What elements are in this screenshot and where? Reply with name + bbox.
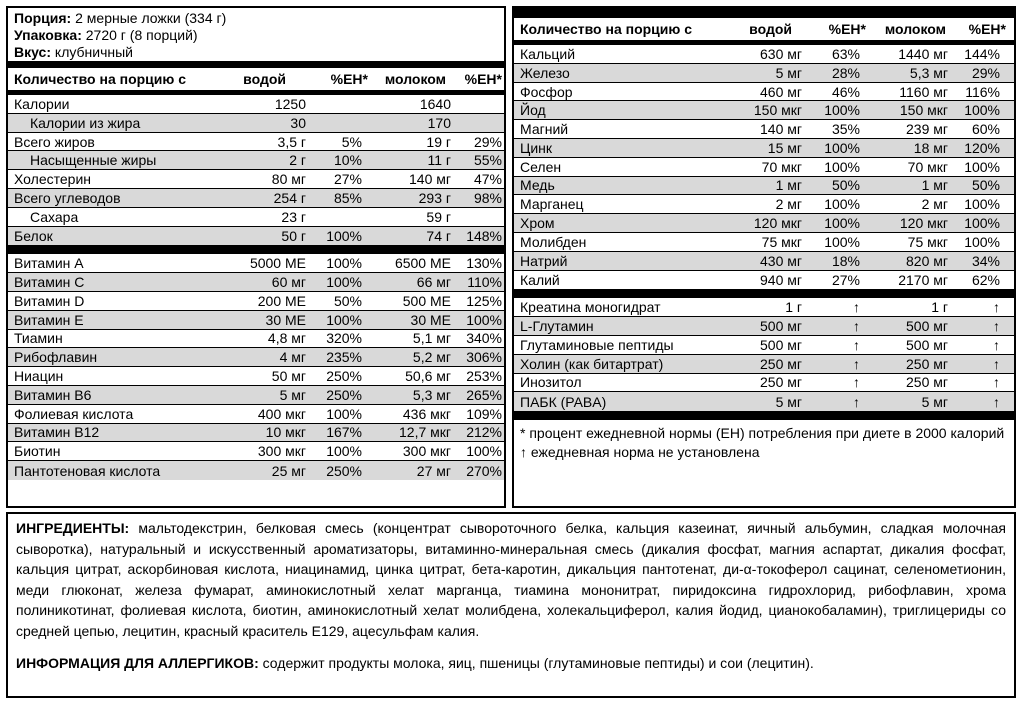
dv-water: 5% [341, 133, 362, 150]
amount-water: 60 мг [271, 274, 306, 291]
nutrient-name: Рибофлавин [14, 349, 98, 366]
dv-milk: 100% [466, 443, 502, 460]
nutrient-name: Холестерин [14, 171, 91, 188]
amount-water: 400 мкг [257, 405, 306, 422]
amount-milk: 1 г [931, 299, 948, 316]
dv-water: 250% [326, 368, 362, 385]
vitamins-table [8, 254, 504, 480]
dv-water: 28% [831, 64, 860, 81]
dv-water: 250% [326, 386, 362, 403]
amount-milk: 5,1 мг [412, 330, 451, 347]
dv-milk: ↑ [993, 374, 1000, 391]
allergy-paragraph [16, 653, 1006, 674]
dv-water: 63% [831, 45, 860, 62]
amount-milk: 140 мг [409, 171, 451, 188]
dv-water: 250% [326, 462, 362, 479]
serving-value: 2 мерные ложки (334 г) [75, 10, 227, 26]
amount-water: 1 мг [775, 177, 802, 194]
dv-milk: 47% [473, 171, 502, 188]
nutrient-name: Биотин [14, 443, 61, 460]
dv-water: ↑ [853, 355, 860, 372]
dv-water: 100% [824, 233, 860, 250]
vitamin-row [8, 367, 504, 386]
amount-milk: 500 мг [906, 318, 948, 335]
dv-water: 50% [333, 292, 362, 309]
amount-water: 150 мкг [753, 102, 802, 119]
amount-milk: 5 мг [921, 393, 948, 410]
amount-water: 15 мг [767, 139, 802, 156]
dv-milk: 34% [971, 252, 1000, 269]
dv-water: 100% [824, 215, 860, 232]
nutrient-name: Цинк [520, 139, 553, 156]
amount-milk: 5,3 мг [909, 64, 948, 81]
nutrient-name: Хром [520, 215, 555, 232]
mineral-row [514, 101, 1014, 120]
dv-milk: 50% [971, 177, 1000, 194]
nutrient-name: Витамин Е [14, 311, 84, 328]
left-table-header [8, 68, 504, 90]
amount-milk: 66 мг [416, 274, 451, 291]
amount-milk: 1640 [419, 95, 451, 112]
amount-milk: 120 мкг [899, 215, 948, 232]
amount-milk: 75 мкг [907, 233, 948, 250]
nutrient-name: Всего углеводов [14, 189, 121, 206]
dv-milk: 100% [964, 158, 1000, 175]
dv-water: 85% [333, 189, 362, 206]
dv-milk: 98% [473, 189, 502, 206]
nutrient-row [8, 170, 504, 189]
nutrient-name: Креатина моногидрат [520, 299, 661, 316]
dv-milk: 29% [473, 133, 502, 150]
nutrient-name: Кальций [520, 45, 576, 62]
amount-milk: 170 [427, 114, 451, 131]
amount-milk: 19 г [426, 133, 451, 150]
nutrient-name: Пантотеновая кислота [14, 462, 161, 479]
mineral-row [514, 195, 1014, 214]
nutrient-name: Всего жиров [14, 133, 95, 150]
nutrient-name: Калории [14, 95, 70, 112]
dv-milk: 109% [466, 405, 502, 422]
dv-water: 10% [333, 152, 362, 169]
amount-water: 300 мкг [257, 443, 306, 460]
dv-milk: ↑ [993, 336, 1000, 353]
nutrient-name: Витамин В6 [14, 386, 92, 403]
ingredients-text: мальтодекстрин, белковая смесь (концентрат сывороточного белка, кальция казеинат, яичный альбумин, сладкая молочная сыворотка), натуральный и искусственный ароматизаторы, витаминно-минеральная смесь (дикалия фосфат, магния аспартат, дикалия фосфат, кальция цитрат, аскорбиновая кислота, ниацинамид, цинка цитрат, бета-каротин, дикальция пантотенат, ди-α-токоферол сацинат, селенометионин, меди глюконат, железа фумарат, аминокислотный хелат марганца, тиамина мононитрат, пиридоксина гидрохлорид, рибофлавин, хрома полиникотинат, фолиевая кислота, биотин, аминокислотный хелат молибдена, холекальциферол, калия йодид, цианокобаламин), триглицериды со средней цепью, лецитин, красный краситель Е129, ацесульфам калия. [16, 520, 1007, 639]
dv-milk: 144% [964, 45, 1000, 62]
header-milk: молоком [384, 71, 446, 87]
header-dv-milk: %ЕН* [968, 21, 1006, 37]
amount-water: 940 мг [760, 271, 802, 288]
dv-milk: ↑ [993, 299, 1000, 316]
amount-water: 500 мг [760, 318, 802, 335]
amount-milk: 250 мг [906, 374, 948, 391]
mineral-row [514, 83, 1014, 102]
header-serving: Количество на порцию с [14, 71, 187, 87]
amount-milk: 27 мг [416, 462, 451, 479]
nutrient-name: Витамин С [14, 274, 85, 291]
nutrient-row [8, 95, 504, 114]
footnote-arrow: ↑ ежедневная норма не установлена [520, 444, 760, 461]
amount-water: 10 мкг [265, 424, 306, 441]
nutrient-name: Селен [520, 158, 562, 175]
dv-milk: 100% [466, 311, 502, 328]
amount-milk: 11 г [427, 152, 451, 169]
dv-water: ↑ [853, 336, 860, 353]
nutrient-name: Фолиевая кислота [14, 405, 134, 422]
amount-milk: 6500 МЕ [394, 255, 451, 272]
amount-water: 4 мг [279, 349, 306, 366]
extra-row [514, 298, 1014, 317]
nutrient-row [8, 133, 504, 152]
right-nutrition-panel [512, 6, 1016, 508]
dv-milk: 29% [971, 64, 1000, 81]
dv-milk: 265% [466, 386, 502, 403]
amount-milk: 1440 мг [898, 45, 948, 62]
dv-water: 100% [326, 311, 362, 328]
amount-milk: 250 мг [906, 355, 948, 372]
ingredients-label: ИНГРЕДИЕНТЫ: [16, 520, 130, 536]
flavor-line [14, 44, 504, 61]
dv-water: 100% [326, 227, 362, 244]
mineral-row [514, 233, 1014, 252]
vitamin-row [8, 330, 504, 349]
vitamin-row [8, 273, 504, 292]
extra-row [514, 392, 1014, 411]
nutrient-name: Йод [520, 102, 546, 119]
mineral-row [514, 252, 1014, 271]
amount-milk: 30 МЕ [410, 311, 451, 328]
dv-milk: 100% [964, 233, 1000, 250]
amount-water: 5 мг [775, 393, 802, 410]
dv-milk: 116% [965, 83, 1000, 100]
dv-milk: 110% [467, 274, 502, 291]
vitamin-row [8, 405, 504, 424]
vitamin-row [8, 461, 504, 480]
amount-milk: 5,3 мг [412, 386, 451, 403]
amount-water: 25 мг [271, 462, 306, 479]
amount-milk: 293 г [418, 189, 451, 206]
nutrient-name: Белок [14, 227, 53, 244]
serving-line [14, 10, 504, 27]
divider-bar [8, 245, 504, 254]
amount-water: 50 г [281, 227, 306, 244]
dv-milk: ↑ [993, 318, 1000, 335]
mineral-row [514, 214, 1014, 233]
dv-water: 100% [824, 102, 860, 119]
right-table-header [514, 18, 1014, 40]
extra-row [514, 317, 1014, 336]
amount-milk: 1 мг [921, 177, 948, 194]
extra-row [514, 355, 1014, 374]
amount-milk: 12,7 мкг [399, 424, 451, 441]
vitamin-row [8, 311, 504, 330]
nutrient-name: Марганец [520, 196, 584, 213]
divider-bar [514, 411, 1014, 420]
nutrient-name: Магний [520, 121, 569, 138]
dv-milk: 253% [466, 368, 502, 385]
header-dv-water: %ЕН* [330, 71, 368, 87]
amount-milk: 500 МЕ [402, 292, 451, 309]
nutrient-row [8, 114, 504, 133]
dv-water: 100% [824, 158, 860, 175]
nutrient-name: Инозитол [520, 374, 582, 391]
amount-water: 250 мг [760, 355, 802, 372]
dv-milk: 120% [964, 139, 1000, 156]
dv-milk: 100% [964, 102, 1000, 119]
nutrient-name: Молибден [520, 233, 587, 250]
amount-milk: 59 г [426, 208, 451, 225]
dv-water: 100% [326, 443, 362, 460]
left-nutrition-panel [6, 6, 506, 508]
dv-water: ↑ [853, 393, 860, 410]
header-water: водой [749, 21, 792, 37]
flavor-value: клубничный [54, 44, 133, 60]
extra-row [514, 374, 1014, 393]
header-serving: Количество на порцию с [520, 21, 693, 37]
dv-water: ↑ [853, 374, 860, 391]
divider-bar [514, 8, 1014, 18]
nutrient-name: Тиамин [14, 330, 63, 347]
dv-milk: 100% [964, 196, 1000, 213]
amount-milk: 74 г [426, 227, 451, 244]
nutrient-name: Калории из жира [30, 114, 141, 131]
amount-water: 70 мкг [761, 158, 802, 175]
dv-milk: 100% [964, 215, 1000, 232]
vitamin-row [8, 424, 504, 443]
amount-milk: 2170 мг [898, 271, 948, 288]
mineral-row [514, 120, 1014, 139]
ingredients-paragraph [16, 518, 1006, 641]
extras-table [514, 298, 1014, 411]
vitamin-row [8, 254, 504, 273]
divider-bar [8, 61, 504, 68]
amount-milk: 5,2 мг [412, 349, 451, 366]
dv-water: 27% [333, 171, 362, 188]
nutrient-name: Железо [520, 64, 570, 81]
dv-water: 100% [326, 405, 362, 422]
amount-milk: 18 мг [913, 139, 948, 156]
amount-water: 30 МЕ [265, 311, 306, 328]
amount-water: 1 г [785, 299, 802, 316]
amount-water: 500 мг [760, 336, 802, 353]
macros-table [8, 95, 504, 245]
vitamin-row [8, 442, 504, 461]
dv-water: 18% [831, 252, 860, 269]
amount-water: 75 мкг [761, 233, 802, 250]
amount-milk: 50,6 мг [405, 368, 451, 385]
dv-milk: 125% [466, 292, 502, 309]
amount-water: 250 мг [760, 374, 802, 391]
dv-milk: 55% [473, 152, 502, 169]
amount-water: 3,5 г [277, 133, 306, 150]
dv-milk: 148% [466, 227, 502, 244]
mineral-row [514, 158, 1014, 177]
dv-milk: 270% [466, 462, 502, 479]
footnote-dv: * процент ежедневной нормы (ЕН) потребления при диете в 2000 калорий [520, 425, 1005, 442]
amount-milk: 1160 мг [899, 83, 948, 100]
nutrient-name: Сахара [30, 208, 79, 225]
nutrient-row [8, 227, 504, 246]
dv-water: 100% [326, 274, 362, 291]
dv-milk: ↑ [993, 355, 1000, 372]
amount-water: 23 г [281, 208, 306, 225]
amount-water: 2 мг [775, 196, 802, 213]
amount-water: 460 мг [760, 83, 802, 100]
mineral-row [514, 64, 1014, 83]
amount-water: 200 МЕ [257, 292, 306, 309]
allergy-label: ИНФОРМАЦИЯ ДЛЯ АЛЛЕРГИКОВ: [16, 655, 259, 671]
dv-milk: ↑ [993, 393, 1000, 410]
amount-water: 430 мг [760, 252, 802, 269]
mineral-row [514, 45, 1014, 64]
package-line [14, 27, 504, 44]
serving-label: Порция: [14, 10, 72, 26]
amount-milk: 150 мкг [899, 102, 948, 119]
amount-milk: 239 мг [906, 121, 948, 138]
amount-water: 80 мг [271, 171, 306, 188]
dv-water: ↑ [853, 318, 860, 335]
nutrient-name: Витамин D [14, 292, 85, 309]
amount-water: 4,8 мг [267, 330, 306, 347]
nutrient-row [8, 151, 504, 170]
dv-milk: 306% [466, 349, 502, 366]
nutrient-name: L-Глутамин [520, 318, 594, 335]
footnotes [514, 420, 1014, 466]
package-value: 2720 г (8 порций) [85, 27, 198, 43]
amount-water: 50 мг [271, 368, 306, 385]
nutrient-name: Витамин А [14, 255, 84, 272]
divider-bar [514, 289, 1014, 298]
dv-milk: 60% [971, 121, 1000, 138]
header-water: водой [243, 71, 286, 87]
mineral-row [514, 139, 1014, 158]
header-milk: молоком [884, 21, 946, 37]
nutrient-name: Медь [520, 177, 555, 194]
minerals-table [514, 45, 1014, 289]
dv-water: 35% [831, 121, 860, 138]
vitamin-row [8, 348, 504, 367]
amount-milk: 300 мкг [402, 443, 451, 460]
amount-water: 140 мг [760, 121, 802, 138]
dv-water: 167% [326, 424, 362, 441]
allergy-text: содержит продукты молока, яиц, пшеницы (глутаминовые пептиды) и сои (лецитин). [262, 655, 814, 671]
amount-milk: 820 мг [906, 252, 948, 269]
amount-milk: 70 мкг [907, 158, 948, 175]
dv-milk: 130% [466, 255, 502, 272]
nutrient-name: Витамин В12 [14, 424, 100, 441]
amount-milk: 2 мг [921, 196, 948, 213]
dv-water: 27% [831, 271, 860, 288]
product-meta [8, 8, 504, 61]
amount-milk: 436 мкг [402, 405, 451, 422]
vitamin-row [8, 386, 504, 405]
header-dv-milk: %ЕН* [464, 71, 502, 87]
nutrient-row [8, 208, 504, 227]
amount-water: 30 [290, 114, 306, 131]
nutrient-name: Фосфор [520, 83, 573, 100]
nutrient-name: Глутаминовые пептиды [520, 336, 674, 353]
dv-water: 100% [326, 255, 362, 272]
amount-water: 1250 [274, 95, 306, 112]
nutrient-name: Натрий [520, 252, 568, 269]
nutrient-name: Ниацин [14, 368, 64, 385]
dv-water: 235% [326, 349, 362, 366]
dv-water: 320% [326, 330, 362, 347]
dv-water: 100% [824, 139, 860, 156]
nutrient-row [8, 189, 504, 208]
package-label: Упаковка: [14, 27, 82, 43]
dv-milk: 340% [466, 330, 502, 347]
nutrient-name: Холин (как битартрат) [520, 355, 664, 372]
flavor-label: Вкус: [14, 44, 52, 60]
nutrient-name: ПАБК (PABA) [520, 393, 607, 410]
amount-water: 5 мг [279, 386, 306, 403]
amount-water: 120 мкг [753, 215, 802, 232]
dv-water: 50% [831, 177, 860, 194]
amount-water: 5000 МЕ [249, 255, 306, 272]
nutrient-name: Насыщенные жиры [30, 152, 157, 169]
amount-milk: 500 мг [906, 336, 948, 353]
mineral-row [514, 271, 1014, 290]
amount-water: 2 г [289, 152, 306, 169]
dv-milk: 62% [971, 271, 1000, 288]
amount-water: 254 г [273, 189, 306, 206]
ingredients-box [6, 512, 1016, 698]
nutrient-name: Калий [520, 271, 560, 288]
extra-row [514, 336, 1014, 355]
amount-water: 630 мг [760, 45, 802, 62]
header-dv-water: %ЕН* [828, 21, 866, 37]
dv-milk: 212% [466, 424, 502, 441]
vitamin-row [8, 292, 504, 311]
dv-water: ↑ [853, 299, 860, 316]
amount-water: 5 мг [775, 64, 802, 81]
dv-water: 46% [831, 83, 860, 100]
mineral-row [514, 177, 1014, 196]
dv-water: 100% [824, 196, 860, 213]
